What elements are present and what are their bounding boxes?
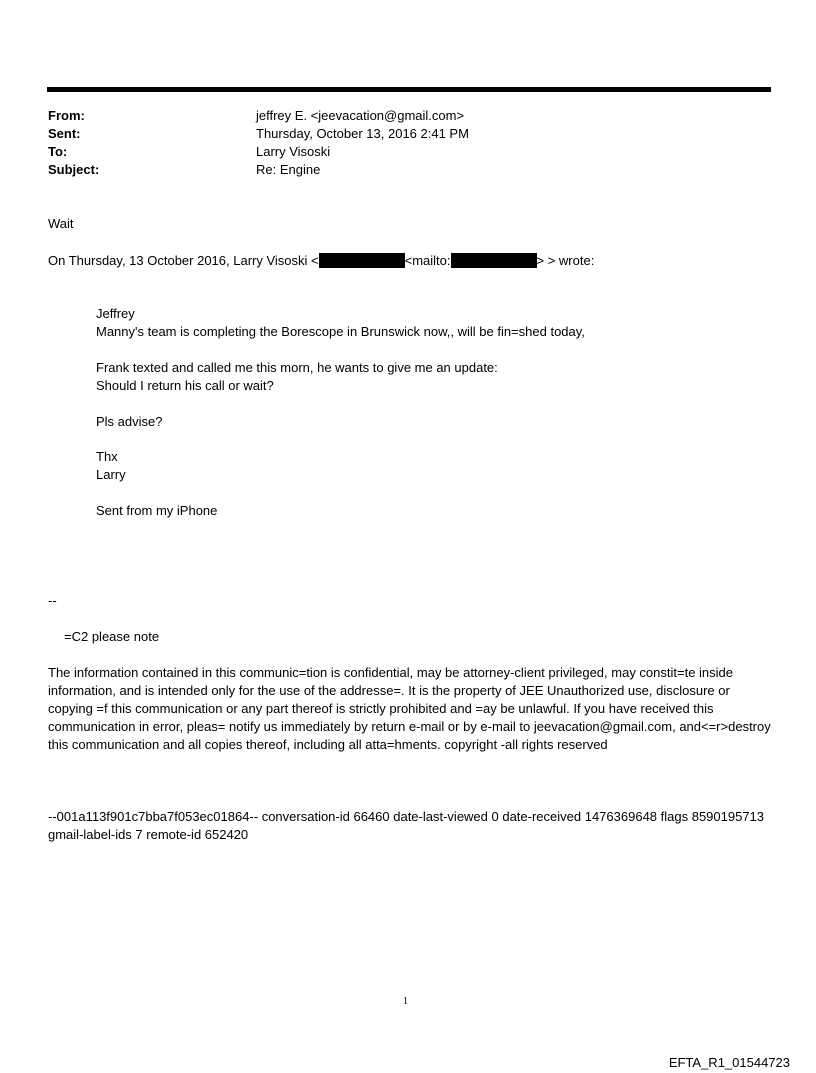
from-value: jeffrey E. <jeevacation@gmail.com> <box>256 108 465 123</box>
to-value: Larry Visoski <box>256 144 331 159</box>
to-label: To: <box>48 144 68 159</box>
reply-text: Wait <box>48 216 74 231</box>
redaction-box <box>451 253 537 268</box>
please-note: =C2 please note <box>64 629 160 644</box>
signature-separator: -- <box>48 593 57 608</box>
quoted-line-2: Frank texted and called me this morn, he wants to give me an update: <box>96 360 498 375</box>
quoted-thanks: Thx <box>96 449 118 464</box>
bates-number: EFTA_R1_01544723 <box>668 1055 790 1070</box>
quoted-line-4: Pls advise? <box>96 414 163 429</box>
quoted-signature: Sent from my iPhone <box>96 503 218 518</box>
quoted-line-1: Manny's team is completing the Borescope in Brunswick now,, will be fin=shed today, <box>96 324 585 339</box>
from-label: From: <box>48 108 85 123</box>
quoted-line-3: Should I return his call or wait? <box>96 378 274 393</box>
quoted-name: Larry <box>96 467 126 482</box>
quote-intro-part-b: <mailto: <box>404 253 451 268</box>
quote-intro-part-a: On Thursday, 13 October 2016, Larry Visoski < <box>48 253 319 268</box>
sent-label: Sent: <box>48 126 81 141</box>
quoted-greeting: Jeffrey <box>96 306 135 321</box>
subject-label: Subject: <box>48 162 100 177</box>
redaction-box <box>319 253 405 268</box>
quote-intro-part-c: > > wrote: <box>536 253 595 268</box>
subject-value: Re: Engine <box>256 162 321 177</box>
sent-value: Thursday, October 13, 2016 2:41 PM <box>256 126 469 141</box>
quote-intro <box>48 253 594 268</box>
header-rule <box>47 87 771 92</box>
disclaimer-text: The information contained in this communic=tion is confidential, may be attorney-client privileged, may constit=te inside information, and is intended only for the use of the addresse=. It is the property of JEE Unauthorized use, disclosure or copying =f this communication or any part thereof is strictly prohibited and =ay be unlawful. If you have received this communication in error, pleas= notify us immediately by return e-mail or by e-mail to jeevacation@gmail.com, and<=r>destroy this communication and all copies thereof, including all atta=hments. copyright -all rights reserved <box>48 665 771 752</box>
page-number: 1 <box>403 996 408 1007</box>
message-metadata: --001a113f901c7bba7f053ec01864-- conversation-id 66460 date-last-viewed 0 date-received 1476369648 flags 8590195713 gmail-label-ids 7 remote-id 652420 <box>48 809 765 842</box>
